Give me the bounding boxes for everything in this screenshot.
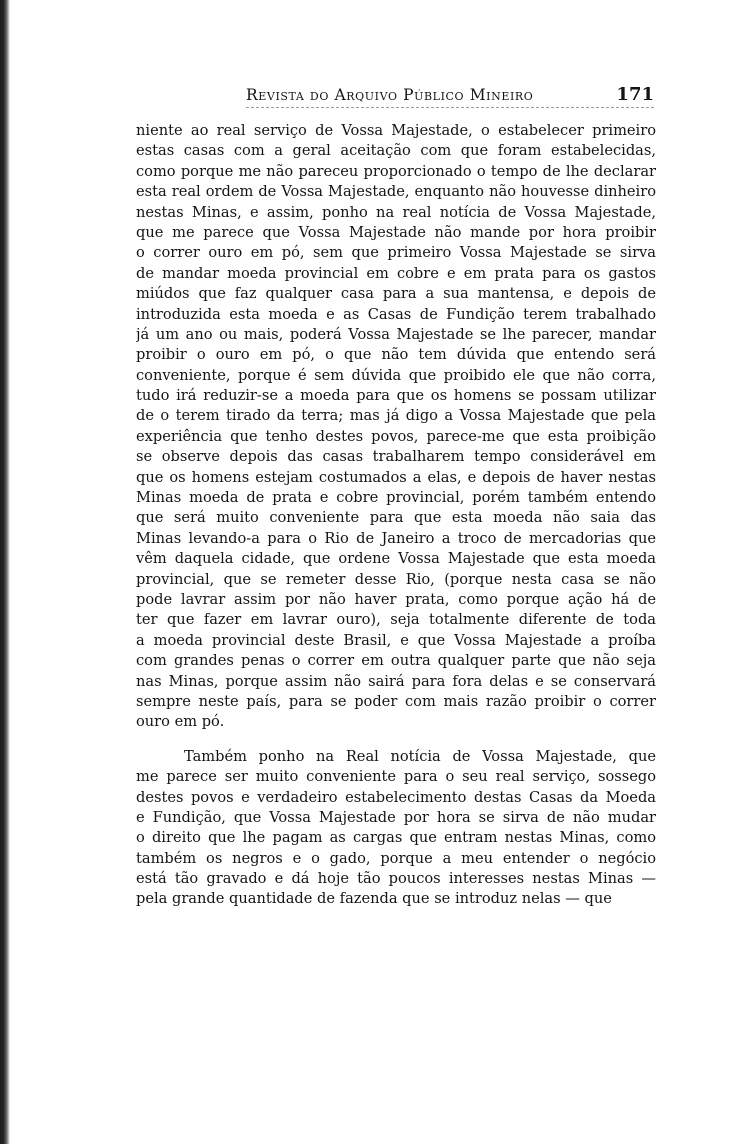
text-line: tudo irá reduzir-se a moeda para que os homens se possam utilizar xyxy=(136,387,656,405)
text-line: destes povos e verdadeiro estabelecimento destas Casas da Moeda xyxy=(136,788,656,806)
text-line: conveniente, porque é sem dúvida que proibido ele que não corra, xyxy=(136,366,656,384)
text-line: pode lavrar assim por não haver prata, como porque ação há de xyxy=(136,590,656,608)
text-line: Também ponho na Real notícia de Vossa Majestade, que xyxy=(184,747,656,765)
text-line: o correr ouro em pó, sem que primeiro Vossa Majestade se sirva xyxy=(136,244,656,262)
text-line: nas Minas, porque assim não sairá para fora delas e se conservará xyxy=(136,672,656,690)
text-line: o direito que lhe pagam as cargas que entram nestas Minas, como xyxy=(136,829,656,847)
text-line: que os homens estejam costumados a elas, e depois de haver nestas xyxy=(136,468,656,486)
body-text xyxy=(136,121,656,910)
text-line: e Fundição, que Vossa Majestade por hora se sirva de não mudar xyxy=(136,808,656,826)
text-line: se observe depois das casas trabalharem tempo considerável em xyxy=(136,448,656,466)
text-line: proibir o ouro em pó, o que não tem dúvida que entendo será xyxy=(136,346,656,364)
paragraph-1 xyxy=(136,121,656,733)
page-binding-edge xyxy=(0,0,10,1144)
text-line: a moeda provincial deste Brasil, e que Vossa Majestade a proíba xyxy=(136,631,656,649)
text-line: Minas moeda de prata e cobre provincial, porém também entendo xyxy=(136,489,656,507)
text-line: esta real ordem de Vossa Majestade, enquanto não houvesse dinheiro xyxy=(136,183,656,201)
text-line: vêm daquela cidade, que ordene Vossa Majestade que esta moeda xyxy=(136,550,656,568)
text-line: de o terem tirado da terra; mas já digo a Vossa Majestade que pela xyxy=(136,407,656,425)
text-line: pela grande quantidade de fazenda que se introduz nelas — que xyxy=(136,890,612,908)
text-line: ter que fazer em lavrar ouro), seja totalmente diferente de toda xyxy=(136,611,656,629)
paragraph-gap xyxy=(136,733,656,747)
text-line: me parece ser muito conveniente para o seu real serviço, sossego xyxy=(136,768,656,786)
header-rule xyxy=(246,107,654,108)
running-title: Revista do Arquivo Público Mineiro xyxy=(246,86,534,104)
text-line: provincial, que se remeter desse Rio, (porque nesta casa se não xyxy=(136,570,656,588)
text-line: niente ao real serviço de Vossa Majestade, o estabelecer primeiro xyxy=(136,122,656,139)
text-line: já um ano ou mais, poderá Vossa Majestade se lhe parecer, mandar xyxy=(136,325,656,343)
text-line: Minas levando-a para o Rio de Janeiro a troco de mercadorias que xyxy=(136,529,656,547)
text-line: de mandar moeda provincial em cobre e em prata para os gastos xyxy=(136,264,656,282)
page-header xyxy=(196,84,654,110)
paragraph-2 xyxy=(136,747,656,910)
text-line: está tão gravado e dá hoje tão poucos interesses nestas Minas — xyxy=(136,870,656,888)
text-line: como porque me não pareceu proporcionado o tempo de lhe declarar xyxy=(136,162,656,180)
text-line: nestas Minas, e assim, ponho na real notícia de Vossa Majestade, xyxy=(136,203,656,221)
text-line: miúdos que faz qualquer casa para a sua mantensa, e depois de xyxy=(136,285,656,303)
text-line: com grandes penas o correr em outra qualquer parte que não seja xyxy=(136,652,656,670)
text-line: estas casas com a geral aceitação com que foram estabelecidas, xyxy=(136,142,656,160)
text-line: que será muito conveniente para que esta moeda não saia das xyxy=(136,509,656,527)
text-line: sempre neste país, para se poder com mais razão proibir o correr xyxy=(136,692,656,710)
text-line: que me parece que Vossa Majestade não mande por hora proibir xyxy=(136,223,656,241)
text-line: ouro em pó. xyxy=(136,713,225,731)
text-line: introduzida esta moeda e as Casas de Fundição terem trabalhado xyxy=(136,305,656,323)
text-line: também os negros e o gado, porque a meu entender o negócio xyxy=(136,849,656,867)
text-line: experiência que tenho destes povos, parece-me que esta proibição xyxy=(136,427,656,445)
page-number: 171 xyxy=(616,84,654,105)
